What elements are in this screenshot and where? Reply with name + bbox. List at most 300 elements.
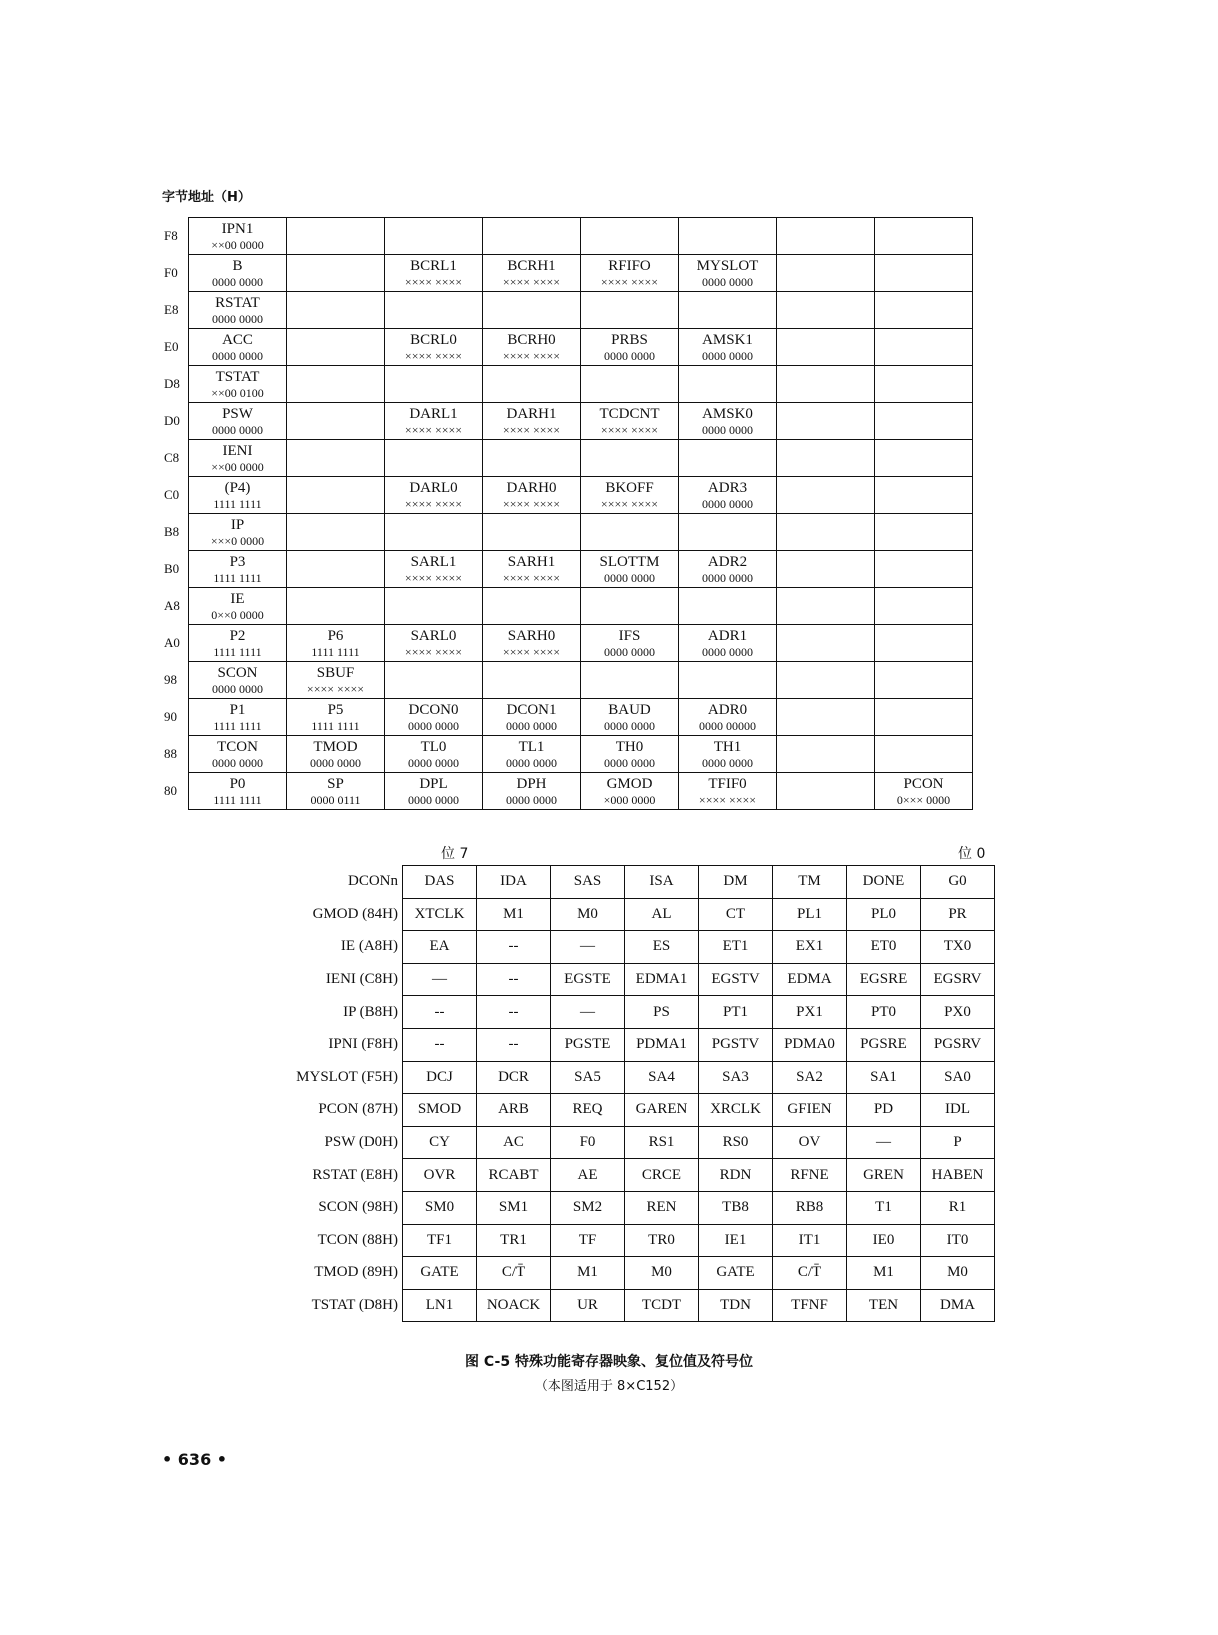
register-name: BCRL0 — [410, 331, 457, 348]
register-cell — [581, 699, 679, 736]
bit-symbol: CT — [699, 898, 773, 931]
register-cell — [581, 736, 679, 773]
register-cell — [483, 551, 581, 588]
register-name: RFIFO — [608, 257, 651, 274]
register-name: ADR1 — [707, 627, 748, 644]
register-name: DPH — [516, 775, 547, 792]
bit-symbol: IDL — [921, 1094, 995, 1127]
bit-symbol: PS — [625, 996, 699, 1029]
register-row — [162, 255, 973, 292]
register-name: SBUF — [316, 664, 355, 681]
bit-symbol: EDMA — [773, 963, 847, 996]
register-cell — [483, 403, 581, 440]
register-cell — [385, 403, 483, 440]
register-cell — [189, 662, 287, 699]
empty-register-cell — [875, 292, 973, 329]
reset-value: 0000 0000 — [702, 496, 753, 511]
bit-symbol: EA — [403, 931, 477, 964]
register-name: BCRL1 — [410, 257, 457, 274]
register-cell — [679, 255, 777, 292]
bit-symbol: EGSTE — [551, 963, 625, 996]
register-cell — [581, 403, 679, 440]
reset-value: ×××× ×××× — [404, 496, 463, 511]
byte-address: 98 — [164, 672, 177, 687]
reset-value: 0000 0000 — [702, 422, 753, 437]
reset-value: 0000 0000 — [506, 718, 557, 733]
reset-value: 0000 0000 — [702, 644, 753, 659]
bit-row — [252, 1159, 995, 1192]
reset-value: 0000 0000 — [212, 311, 263, 326]
register-cell — [679, 773, 777, 810]
register-cell — [189, 551, 287, 588]
bit-symbol: M0 — [551, 898, 625, 931]
register-cell — [189, 699, 287, 736]
register-name: B — [232, 257, 243, 274]
register-name: P6 — [327, 627, 344, 644]
bit-symbol: M1 — [477, 898, 551, 931]
register-name: P3 — [229, 553, 246, 570]
bit-symbol: DM — [699, 866, 773, 899]
bit-symbol: PDMA1 — [625, 1028, 699, 1061]
byte-address: C8 — [164, 450, 180, 465]
reset-value: ×××× ×××× — [600, 422, 659, 437]
register-name: ADR0 — [707, 701, 748, 718]
reset-value: ×××× ×××× — [404, 348, 463, 363]
register-cell — [483, 699, 581, 736]
register-row — [162, 699, 973, 736]
register-name: PCON — [903, 775, 944, 792]
register-name: DARH1 — [506, 405, 557, 422]
register-cell — [679, 699, 777, 736]
empty-register-cell — [483, 514, 581, 551]
reset-value: ××00 0000 — [211, 459, 264, 474]
reset-value: 0000 0000 — [702, 755, 753, 770]
bit-symbol: TF1 — [403, 1224, 477, 1257]
empty-register-cell — [287, 440, 385, 477]
bit-symbol: TF — [551, 1224, 625, 1257]
bit-symbol: IE1 — [699, 1224, 773, 1257]
register-label: PSW (D0H) — [324, 1134, 398, 1151]
reset-value: 0000 0000 — [212, 348, 263, 363]
reset-value: 0000 00000 — [699, 718, 756, 733]
empty-register-cell — [777, 625, 875, 662]
bit-symbol: SAS — [551, 866, 625, 899]
bit-row — [252, 1257, 995, 1290]
bit-symbol: PL1 — [773, 898, 847, 931]
empty-register-cell — [679, 440, 777, 477]
register-name: SCON — [217, 664, 258, 681]
bit-symbol: -- — [477, 963, 551, 996]
register-name: TMOD — [313, 738, 358, 755]
reset-value: ×××× ×××× — [502, 422, 561, 437]
register-cell — [483, 773, 581, 810]
reset-value: ×××× ×××× — [306, 681, 365, 696]
reset-value: 1111 1111 — [213, 718, 262, 733]
empty-register-cell — [875, 699, 973, 736]
register-label: IE (A8H) — [340, 938, 398, 955]
bit-symbol: TM — [773, 866, 847, 899]
bit-symbol: AL — [625, 898, 699, 931]
bit-row — [252, 1126, 995, 1159]
register-cell — [581, 329, 679, 366]
register-cell — [189, 366, 287, 403]
bit-symbol: IE0 — [847, 1224, 921, 1257]
empty-register-cell — [385, 514, 483, 551]
bit-symbol: TX0 — [921, 931, 995, 964]
register-cell — [189, 329, 287, 366]
empty-register-cell — [287, 588, 385, 625]
bit-symbol: IT0 — [921, 1224, 995, 1257]
bit-symbol: SA4 — [625, 1061, 699, 1094]
empty-register-cell — [287, 366, 385, 403]
bit-symbol: RS1 — [625, 1126, 699, 1159]
bit-symbol: DCJ — [403, 1061, 477, 1094]
empty-register-cell — [679, 292, 777, 329]
byte-address: F8 — [164, 228, 178, 243]
bit-row — [252, 931, 995, 964]
register-name: IP — [230, 516, 245, 533]
register-map-table — [162, 217, 973, 810]
reset-value: 1111 1111 — [213, 644, 262, 659]
bit-symbol: PT0 — [847, 996, 921, 1029]
empty-register-cell — [385, 440, 483, 477]
empty-register-cell — [875, 736, 973, 773]
reset-value: 0××0 0000 — [211, 607, 264, 622]
empty-register-cell — [875, 366, 973, 403]
register-name: ACC — [222, 331, 253, 348]
register-name: GMOD — [606, 775, 653, 792]
register-cell — [189, 514, 287, 551]
register-cell — [679, 403, 777, 440]
reset-value: 1111 1111 — [311, 644, 360, 659]
bit-symbol: EGSRE — [847, 963, 921, 996]
empty-register-cell — [483, 292, 581, 329]
empty-register-cell — [777, 329, 875, 366]
bit-symbol: RDN — [699, 1159, 773, 1192]
register-cell — [679, 477, 777, 514]
register-label: GMOD (84H) — [312, 905, 398, 922]
register-cell — [189, 588, 287, 625]
empty-register-cell — [777, 440, 875, 477]
reset-value: ×××× ×××× — [502, 274, 561, 289]
bit-symbol: RCABT — [477, 1159, 551, 1192]
bit-symbol: GATE — [403, 1257, 477, 1290]
register-name: TL0 — [420, 738, 447, 755]
bit-symbol: P — [921, 1126, 995, 1159]
register-cell — [679, 329, 777, 366]
reset-value: 0000 0000 — [506, 755, 557, 770]
empty-register-cell — [875, 625, 973, 662]
reset-value: 1111 1111 — [213, 792, 262, 807]
reset-value: ×××× ×××× — [502, 496, 561, 511]
register-label: TCON (88H) — [317, 1231, 398, 1248]
empty-register-cell — [777, 736, 875, 773]
bit-symbol: EDMA1 — [625, 963, 699, 996]
address-heading: 字节地址（H） — [162, 190, 251, 205]
reset-value: 0000 0000 — [408, 755, 459, 770]
register-name: (P4) — [224, 479, 251, 496]
reset-value: ×××× ×××× — [404, 570, 463, 585]
reset-value: 0000 0000 — [604, 718, 655, 733]
register-cell — [483, 625, 581, 662]
empty-register-cell — [581, 662, 679, 699]
empty-register-cell — [385, 588, 483, 625]
bit-symbol: GAREN — [625, 1094, 699, 1127]
bit-symbol: AC — [477, 1126, 551, 1159]
register-row — [162, 366, 973, 403]
empty-register-cell — [581, 588, 679, 625]
register-name: BAUD — [608, 701, 651, 718]
empty-register-cell — [483, 440, 581, 477]
bit-symbol: PX1 — [773, 996, 847, 1029]
empty-register-cell — [287, 403, 385, 440]
bit-symbol: — — [551, 931, 625, 964]
empty-register-cell — [875, 551, 973, 588]
reset-value: ×××× ×××× — [404, 274, 463, 289]
bit-symbol: F0 — [551, 1126, 625, 1159]
register-label: IENI (C8H) — [325, 971, 398, 988]
register-name: BCRH1 — [507, 257, 556, 274]
byte-address: F0 — [164, 265, 178, 280]
bit-symbol: IDA — [477, 866, 551, 899]
register-name: BKOFF — [605, 479, 654, 496]
register-name: SARH0 — [507, 627, 556, 644]
reset-value: 1111 1111 — [311, 718, 360, 733]
bit-symbol: PX0 — [921, 996, 995, 1029]
bit-symbol: TB8 — [699, 1191, 773, 1224]
bit-symbol: SA1 — [847, 1061, 921, 1094]
register-name: SLOTTM — [599, 553, 660, 570]
register-cell — [287, 699, 385, 736]
empty-register-cell — [679, 588, 777, 625]
register-name: TH0 — [615, 738, 644, 755]
bit-table — [252, 865, 995, 1322]
register-cell — [483, 255, 581, 292]
reset-value: ×××× ×××× — [600, 274, 659, 289]
bit-symbol: RS0 — [699, 1126, 773, 1159]
reset-value: 0000 0000 — [310, 755, 361, 770]
reset-value: 1111 1111 — [213, 496, 262, 511]
register-row — [162, 477, 973, 514]
register-name: DARH0 — [506, 479, 557, 496]
bit-symbol: EX1 — [773, 931, 847, 964]
bit-symbol: PGSRV — [921, 1028, 995, 1061]
register-label: DCONn — [347, 873, 398, 890]
register-label: TSTAT (D8H) — [311, 1297, 398, 1314]
register-label: RSTAT (E8H) — [312, 1166, 398, 1183]
bit-symbol: T1 — [847, 1191, 921, 1224]
bit-symbol: ET0 — [847, 931, 921, 964]
bit-symbol: PGSRE — [847, 1028, 921, 1061]
reset-value: ×××× ×××× — [600, 496, 659, 511]
register-cell — [189, 477, 287, 514]
bit-symbol: CRCE — [625, 1159, 699, 1192]
empty-register-cell — [483, 218, 581, 255]
register-cell — [189, 625, 287, 662]
empty-register-cell — [777, 773, 875, 810]
register-name: P2 — [229, 627, 246, 644]
empty-register-cell — [875, 514, 973, 551]
bit-symbol: IT1 — [773, 1224, 847, 1257]
byte-address: 90 — [164, 709, 177, 724]
bit-row — [252, 1289, 995, 1322]
register-label: SCON (98H) — [318, 1199, 398, 1216]
reset-value: 0000 0000 — [212, 422, 263, 437]
bit-symbol: DMA — [921, 1289, 995, 1322]
bit-symbol: SA2 — [773, 1061, 847, 1094]
reset-value: 0000 0000 — [212, 274, 263, 289]
register-row — [162, 292, 973, 329]
bit-symbol: DCR — [477, 1061, 551, 1094]
empty-register-cell — [777, 366, 875, 403]
register-name: ADR2 — [707, 553, 748, 570]
register-cell — [483, 477, 581, 514]
bit-symbol: PL0 — [847, 898, 921, 931]
bit-symbol: ES — [625, 931, 699, 964]
bit-symbol: SMOD — [403, 1094, 477, 1127]
bit-symbol-table — [252, 865, 995, 1322]
bit-row — [252, 898, 995, 931]
register-cell — [189, 440, 287, 477]
bit-row — [252, 963, 995, 996]
register-cell — [385, 477, 483, 514]
register-row — [162, 403, 973, 440]
bit-symbol: -- — [403, 996, 477, 1029]
bit-symbol: C/T̄ — [477, 1257, 551, 1290]
register-cell — [679, 736, 777, 773]
register-name: SARL1 — [410, 553, 457, 570]
byte-address: E0 — [164, 339, 179, 354]
reset-value: 0000 0000 — [702, 348, 753, 363]
empty-register-cell — [385, 218, 483, 255]
empty-register-cell — [679, 366, 777, 403]
register-name: P1 — [229, 701, 246, 718]
register-name: TL1 — [518, 738, 545, 755]
register-cell — [385, 625, 483, 662]
bit-symbol: CY — [403, 1126, 477, 1159]
bit-symbol: M1 — [551, 1257, 625, 1290]
reset-value: 0000 0000 — [702, 570, 753, 585]
byte-address: A0 — [164, 635, 180, 650]
byte-address: 88 — [164, 746, 177, 761]
bit-symbol: TR1 — [477, 1224, 551, 1257]
bit-symbol: ARB — [477, 1094, 551, 1127]
bit-symbol: — — [551, 996, 625, 1029]
bit-symbol: M0 — [625, 1257, 699, 1290]
register-name: RSTAT — [215, 294, 260, 311]
bit-symbol: SM1 — [477, 1191, 551, 1224]
empty-register-cell — [581, 292, 679, 329]
register-cell — [189, 403, 287, 440]
register-cell — [385, 255, 483, 292]
reset-value: ×××0 0000 — [210, 533, 265, 548]
bit-symbol: DAS — [403, 866, 477, 899]
empty-register-cell — [581, 366, 679, 403]
empty-register-cell — [777, 218, 875, 255]
page-number: • 636 • — [162, 1450, 227, 1469]
register-name: SARL0 — [410, 627, 457, 644]
bit7-label: 位 7 — [441, 846, 469, 862]
empty-register-cell — [385, 662, 483, 699]
register-cell — [483, 329, 581, 366]
bit-symbol: GATE — [699, 1257, 773, 1290]
bit-symbol: -- — [477, 1028, 551, 1061]
bit-symbol: M1 — [847, 1257, 921, 1290]
register-row — [162, 329, 973, 366]
register-name: P5 — [327, 701, 344, 718]
bit-symbol: SA0 — [921, 1061, 995, 1094]
reset-value: ××00 0100 — [211, 385, 264, 400]
empty-register-cell — [679, 662, 777, 699]
empty-register-cell — [287, 255, 385, 292]
empty-register-cell — [875, 329, 973, 366]
reset-value: 0000 0000 — [212, 755, 263, 770]
bit-symbol: TR0 — [625, 1224, 699, 1257]
register-name: IFS — [618, 627, 641, 644]
bit-symbol: ET1 — [699, 931, 773, 964]
reset-value: 0000 0111 — [310, 792, 361, 807]
register-cell — [385, 329, 483, 366]
bit-symbol: -- — [477, 931, 551, 964]
register-cell — [385, 551, 483, 588]
empty-register-cell — [287, 514, 385, 551]
register-label: IPNI (F8H) — [328, 1036, 398, 1053]
reset-value: ×××× ×××× — [502, 644, 561, 659]
reset-value: ×000 0000 — [603, 792, 656, 807]
reset-value: 0000 0000 — [408, 718, 459, 733]
empty-register-cell — [287, 292, 385, 329]
register-cell — [875, 773, 973, 810]
reset-value: 0000 0000 — [604, 644, 655, 659]
byte-address: D8 — [164, 376, 180, 391]
reset-value: ×××× ×××× — [502, 570, 561, 585]
bit-symbol: RB8 — [773, 1191, 847, 1224]
register-cell — [581, 773, 679, 810]
empty-register-cell — [581, 218, 679, 255]
register-name: IPN1 — [221, 220, 254, 237]
figure-subcaption: （本图适用于 8×C152） — [534, 1379, 684, 1394]
register-row — [162, 440, 973, 477]
register-name: TCON — [217, 738, 258, 755]
bit0-label: 位 0 — [958, 846, 986, 862]
bit-symbol: ISA — [625, 866, 699, 899]
register-label: PCON (87H) — [318, 1101, 398, 1118]
byte-address: C0 — [164, 487, 180, 502]
bit-row — [252, 1094, 995, 1127]
bit-symbol: OV — [773, 1126, 847, 1159]
register-row — [162, 551, 973, 588]
reset-value: 0000 0000 — [702, 274, 753, 289]
register-cell — [189, 255, 287, 292]
reset-value: 0000 0000 — [604, 570, 655, 585]
register-name: TCDCNT — [599, 405, 660, 422]
bit-symbol: PD — [847, 1094, 921, 1127]
register-name: ADR3 — [707, 479, 748, 496]
empty-register-cell — [483, 588, 581, 625]
register-row — [162, 218, 973, 255]
register-cell — [287, 662, 385, 699]
register-cell — [581, 255, 679, 292]
byte-address: E8 — [164, 302, 179, 317]
empty-register-cell — [875, 218, 973, 255]
empty-register-cell — [679, 514, 777, 551]
reset-value: ×××× ×××× — [502, 348, 561, 363]
bit-symbol: NOACK — [477, 1289, 551, 1322]
register-cell — [385, 773, 483, 810]
empty-register-cell — [679, 218, 777, 255]
bit-row — [252, 996, 995, 1029]
empty-register-cell — [287, 218, 385, 255]
